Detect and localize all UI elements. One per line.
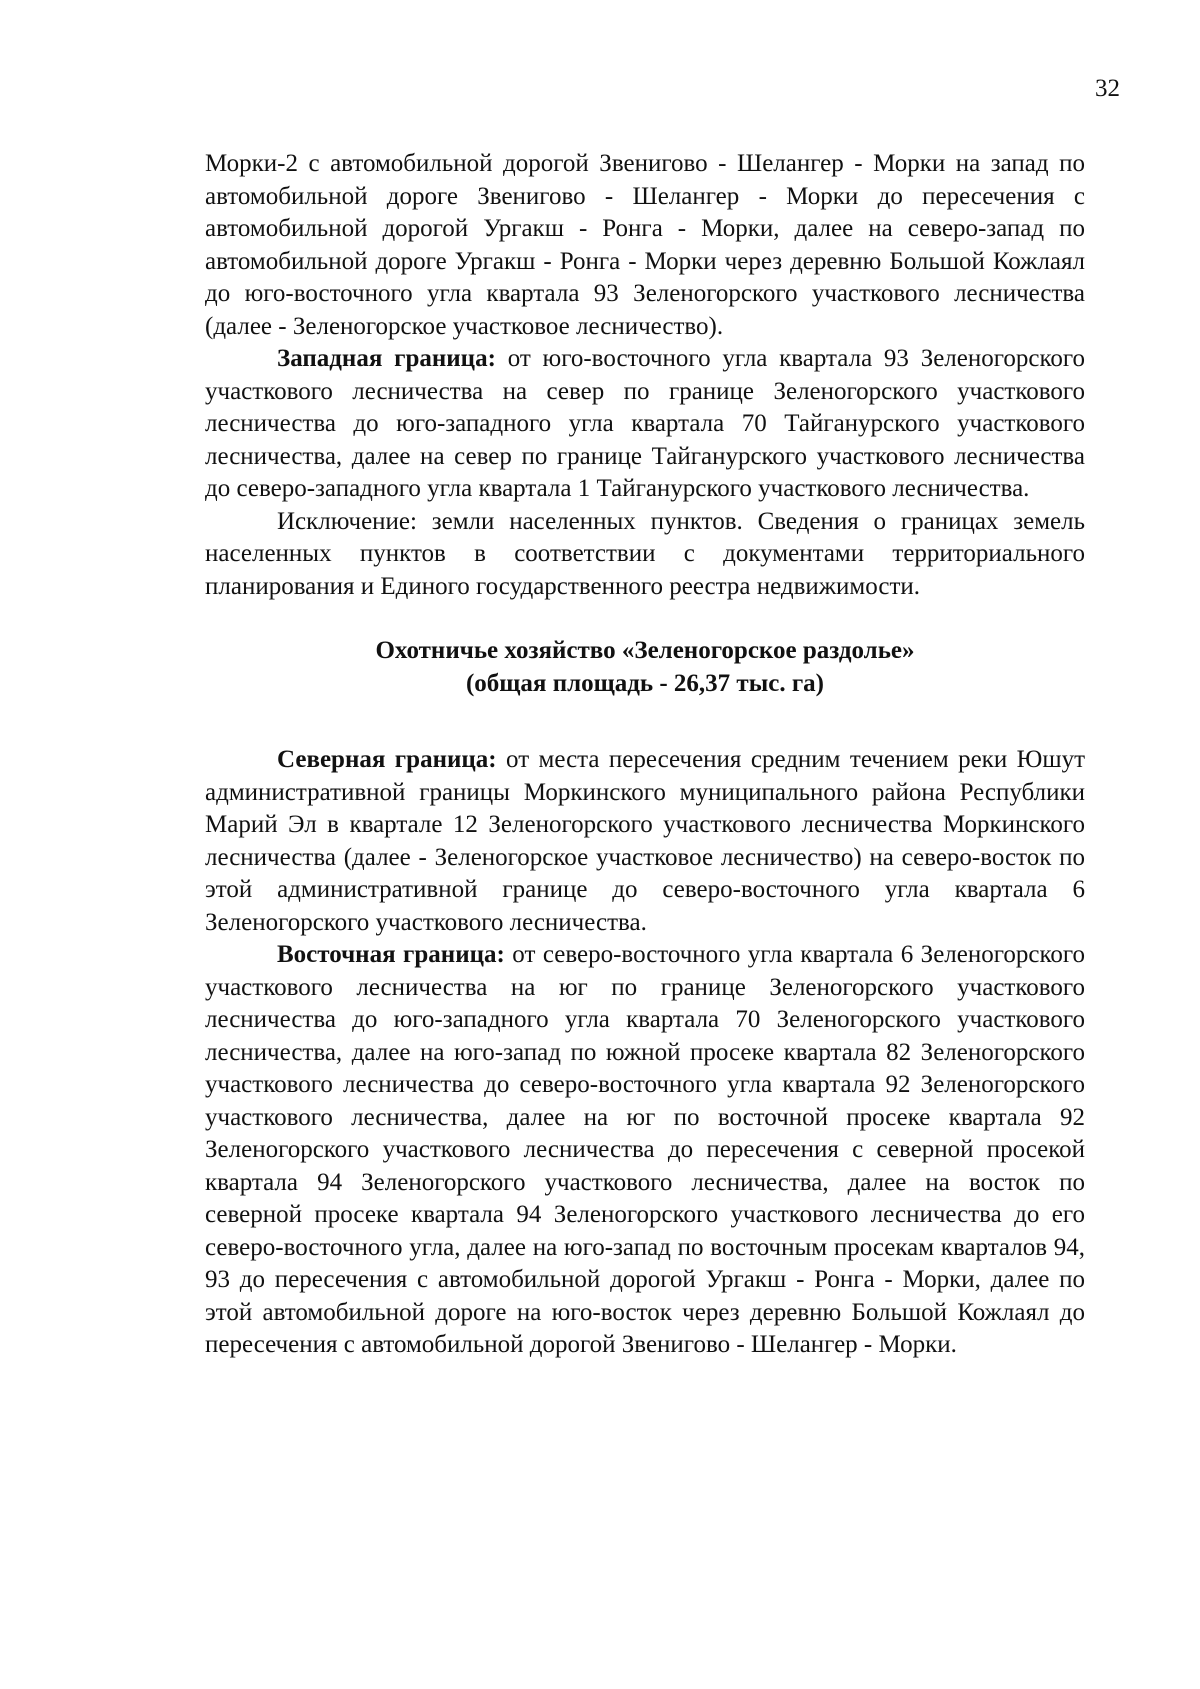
paragraph-exception: [205, 506, 1085, 604]
paragraph-text: от юго-восточного угла квартала 93 Зеленогорского участкового лесничества на север по границе Зеленогорского участкового лесничества до юго-западного угла квартала 70 Тайганурского участкового лесничества, далее на север по границе Тайганурского участкового лесничества до северо-западного угла квартала 1 Тайганурского участкового лесничества.: [205, 345, 1085, 502]
paragraph-western-boundary: [205, 343, 1085, 506]
section-heading-title: Охотничье хозяйство «Зеленогорское раздолье»: [375, 637, 915, 664]
paragraph-lead: Восточная граница:: [277, 941, 505, 968]
paragraph-continuation: [205, 148, 1085, 343]
section-heading-area: (общая площадь - 26,37 тыс. га): [465, 669, 824, 697]
paragraph-northern-boundary: [205, 744, 1085, 939]
paragraph-text: Исключение: земли населенных пунктов. Сведения о границах земель населенных пунктов в соответствии с документами территориального планирования и Единого государственного реестра недвижимости.: [205, 507, 1085, 600]
page-number: 32: [1095, 75, 1120, 102]
section-heading: [205, 635, 1085, 700]
document-body: [205, 148, 1085, 1362]
paragraph-eastern-boundary: [205, 939, 1085, 1362]
paragraph-lead: Северная граница:: [277, 746, 497, 773]
paragraph-text: от места пересечения средним течением реки Юшут административной границы Моркинского муниципального района Республики Марий Эл в квартале 12 Зеленогорского участкового лесничества Моркинского лесничества (далее - Зеленогорское участковое лесничество) на северо-восток по этой административной границе до северо-восточного угла квартала 6 Зеленогорского участкового лесничества.: [205, 746, 1085, 936]
paragraph-text: Морки-2 с автомобильной дорогой Звенигово - Шелангер - Морки на запад по автомобильной дороге Звенигово - Шелангер - Морки до пересечения с автомобильной дорогой Ургакш - Ронга - Морки, далее на северо-запад по автомобильной дороге Ургакш - Ронга - Морки через деревню Большой Кожлаял до юго-восточного угла квартала 93 Зеленогорского участкового лесничества (далее - Зеленогорское участковое лесничество).: [205, 150, 1085, 340]
paragraph-text: от северо-восточного угла квартала 6 Зеленогорского участкового лесничества на юг по границе Зеленогорского участкового лесничества до юго-западного угла квартала 70 Зеленогорского участкового лесничества, далее на юго-запад по южной просеке квартала 82 Зеленогорского участкового лесничества до северо-восточного угла квартала 92 Зеленогорского участкового лесничества, далее на юг по восточной просеке квартала 92 Зеленогорского участкового лесничества до пересечения с северной просекой квартала 94 Зеленогорского участкового лесничества, далее на восток по северной просеке квартала 94 Зеленогорского участкового лесничества до его северо-восточного угла, далее на юго-запад по восточным просекам кварталов 94, 93 до пересечения с автомобильной дорогой Ургакш - Ронга - Морки, далее по этой автомобильной дороге на юго-восток через деревню Большой Кожлаял до пересечения с автомобильной дорогой Звенигово - Шелангер - Морки.: [205, 941, 1085, 1358]
paragraph-lead: Западная граница:: [277, 345, 496, 372]
